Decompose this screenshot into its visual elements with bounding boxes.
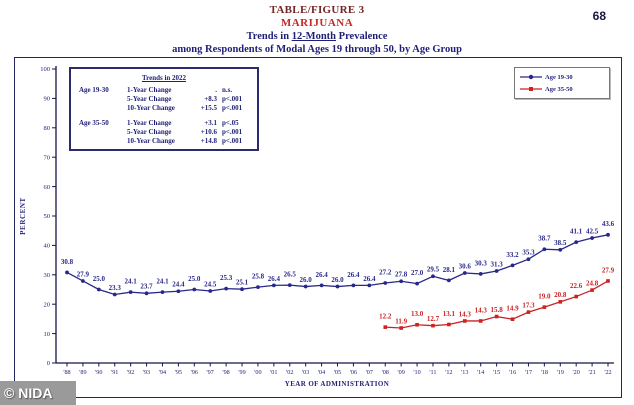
data-point — [590, 236, 594, 240]
y-axis-tick-label: 30 — [43, 272, 50, 279]
legend-entry — [520, 71, 604, 83]
stats-cell-chg: 1-Year Change — [127, 86, 172, 94]
data-point — [352, 283, 356, 287]
data-point-label: 26.4 — [363, 274, 376, 283]
data-point-label: 14.3 — [458, 310, 471, 319]
stats-cell-grp — [79, 128, 127, 137]
data-point — [527, 257, 531, 261]
stats-cell-sig: n.s. — [222, 86, 233, 94]
y-axis-tick-label: 70 — [43, 154, 50, 162]
data-point-label: 17.3 — [522, 301, 535, 310]
stats-row — [71, 128, 257, 137]
subtitle-underlined: 12-Month — [291, 31, 337, 42]
y-axis-title: PERCENT — [19, 197, 27, 235]
data-point-label: 27.2 — [379, 268, 392, 277]
data-point-label: 25.0 — [188, 274, 201, 283]
stats-cell-val: +14.8 — [200, 137, 217, 145]
data-point-label: 25.3 — [219, 274, 233, 283]
data-point-label: 25.0 — [92, 274, 105, 283]
x-axis-tick-label: '16 — [508, 369, 517, 376]
data-point — [272, 283, 276, 287]
data-point-label: 24.4 — [172, 280, 185, 289]
x-axis-tick-label: '99 — [238, 369, 246, 376]
data-point-label: 23.3 — [108, 283, 121, 292]
chart-figure — [14, 57, 622, 398]
stats-cell-grp — [79, 137, 127, 146]
stats-cell-chg: 1-Year Change — [127, 119, 172, 127]
x-axis-tick-label: '98 — [222, 369, 230, 376]
data-point — [288, 283, 292, 287]
data-point-label: 30.3 — [474, 259, 487, 268]
x-axis-title: YEAR OF ADMINISTRATION — [284, 380, 390, 388]
figure-title: TABLE/FIGURE 3 — [269, 4, 365, 16]
x-axis-tick-label: '17 — [524, 369, 533, 376]
data-point — [145, 291, 149, 295]
data-point — [431, 324, 435, 328]
stats-cell-chg: 10-Year Change — [127, 137, 175, 145]
x-axis-tick-label: '22 — [604, 369, 612, 376]
y-axis-tick-label: 10 — [43, 330, 50, 338]
stats-row — [71, 86, 257, 95]
data-point-label: 26.5 — [283, 270, 296, 279]
figure-subtitle — [0, 30, 634, 43]
data-point-label: 31.3 — [490, 260, 503, 269]
y-axis-tick-label: 90 — [43, 95, 50, 103]
data-point-label: 20.8 — [554, 291, 567, 300]
data-point — [558, 300, 562, 304]
stats-cell-grp: Age 35-50 — [79, 119, 109, 127]
x-axis-tick-label: '06 — [349, 369, 358, 376]
data-point — [511, 263, 515, 267]
stats-group — [71, 119, 257, 146]
x-axis-tick-label: '95 — [174, 369, 183, 376]
x-axis-tick-label: '10 — [413, 369, 421, 376]
data-point — [558, 248, 562, 252]
stats-cell-chg: 5-Year Change — [127, 95, 172, 103]
x-axis-tick-label: '18 — [540, 369, 549, 376]
data-point — [447, 323, 451, 327]
data-point — [240, 287, 244, 291]
x-axis-tick-label: '12 — [445, 369, 453, 376]
x-axis-tick-label: '02 — [286, 369, 294, 376]
data-point-label: 26.4 — [315, 270, 328, 279]
data-point — [527, 310, 531, 314]
stats-cell-grp: Age 19-30 — [79, 86, 109, 94]
data-point — [606, 279, 610, 283]
data-point — [574, 295, 578, 299]
stats-cell-sig: p<.001 — [222, 104, 243, 112]
stats-legend-rows — [71, 86, 257, 146]
data-point — [224, 287, 228, 291]
data-point-label: 24.1 — [124, 277, 137, 286]
stats-row — [71, 104, 257, 113]
legend-entry-label: Age 19-30 — [545, 73, 573, 81]
stats-row — [71, 95, 257, 104]
x-axis-tick-label: '93 — [142, 369, 151, 376]
data-point — [463, 319, 467, 323]
data-point-label: 25.8 — [251, 272, 265, 281]
x-axis-tick-label: '90 — [95, 369, 103, 376]
data-point-label: 24.5 — [204, 280, 217, 289]
data-point — [495, 269, 499, 273]
legend-entry — [520, 83, 604, 95]
y-axis-tick-label: 0 — [46, 360, 50, 368]
stats-legend-box — [69, 67, 259, 151]
figure-drug-name: MARIJUANA — [280, 17, 354, 29]
data-point — [415, 323, 419, 327]
data-point-label: 26.4 — [347, 270, 360, 279]
data-point — [383, 281, 387, 285]
data-point — [336, 285, 340, 289]
x-axis-tick-label: '11 — [429, 369, 437, 376]
data-point — [65, 271, 69, 275]
data-point — [590, 288, 594, 292]
stats-cell-val: +15.5 — [200, 104, 217, 112]
data-point-label: 27.0 — [410, 269, 424, 278]
x-axis-tick-label: '15 — [492, 369, 501, 376]
data-point-label: 13.1 — [442, 309, 456, 318]
data-point-label: 22.6 — [570, 281, 583, 290]
data-point-label: 42.5 — [585, 227, 599, 236]
data-point — [208, 289, 212, 293]
figure-subtitle-2: among Respondents of Modal Ages 19 through 50, by Age Group — [172, 44, 462, 55]
data-point — [606, 233, 610, 237]
stats-cell-val: +10.6 — [200, 128, 217, 136]
x-axis-tick-label: '14 — [477, 369, 485, 376]
data-point-label: 43.6 — [601, 220, 615, 229]
data-point-label: 19.0 — [538, 292, 551, 301]
data-point-label: 35.3 — [522, 248, 535, 257]
data-point-label: 30.6 — [458, 262, 471, 271]
data-point-label: 38.5 — [554, 239, 567, 248]
nida-logo: © NIDA — [0, 381, 76, 405]
data-point — [399, 279, 403, 283]
figure-header — [0, 4, 634, 56]
x-axis-tick-label: '07 — [365, 369, 373, 376]
data-point-label: 28.1 — [442, 265, 456, 274]
stats-cell-val: +3.1 — [204, 119, 217, 127]
data-point — [161, 290, 165, 294]
stats-cell-chg: 5-Year Change — [127, 128, 172, 136]
data-point — [367, 283, 371, 287]
stats-cell-grp — [79, 104, 127, 113]
data-point — [415, 282, 419, 286]
data-point — [463, 271, 467, 275]
data-point-label: 26.0 — [299, 275, 312, 284]
stats-row — [71, 119, 257, 128]
data-point-label: 12.2 — [379, 312, 392, 321]
stats-cell-val: . — [215, 86, 217, 94]
y-axis-tick-label: 80 — [43, 125, 50, 132]
stats-legend-title: Trends in 2022 — [141, 74, 187, 82]
subtitle-prefix: Trends in — [246, 31, 292, 42]
data-point — [383, 325, 387, 329]
subtitle-suffix: Prevalence — [336, 31, 388, 42]
x-axis-tick-label: '20 — [572, 369, 580, 376]
stats-cell-sig: p<.05 — [222, 119, 239, 127]
page-number: 68 — [592, 9, 606, 23]
data-point-label: 14.3 — [474, 306, 487, 315]
data-point — [176, 289, 180, 293]
data-point — [495, 315, 499, 319]
data-point — [320, 283, 324, 287]
legend-entry-label: Age 35-50 — [545, 85, 573, 93]
data-point-label: 33.2 — [506, 250, 519, 259]
data-point — [399, 326, 403, 330]
x-axis-tick-label: '04 — [317, 369, 326, 376]
data-point-label: 27.9 — [76, 270, 90, 279]
data-point — [81, 279, 85, 283]
x-axis-tick-label: '92 — [126, 369, 135, 376]
y-axis-tick-label: 50 — [43, 213, 50, 221]
x-axis-tick-label: '00 — [254, 369, 262, 376]
x-axis-tick-label: '09 — [397, 369, 405, 376]
data-point-label: 27.8 — [395, 270, 408, 279]
x-axis-tick-label: '05 — [333, 369, 342, 376]
data-point — [431, 274, 435, 278]
data-point — [511, 317, 515, 321]
x-axis-tick-label: '94 — [158, 369, 167, 376]
x-axis-tick-label: '97 — [206, 369, 214, 376]
data-point-label: 23.7 — [140, 282, 153, 291]
y-axis-tick-label: 100 — [40, 66, 50, 74]
y-axis-tick-label: 40 — [43, 242, 50, 250]
stats-group — [71, 86, 257, 113]
data-point-label: 30.8 — [60, 257, 74, 266]
data-point-label: 24.1 — [156, 277, 169, 286]
data-point-label: 41.1 — [570, 227, 583, 236]
data-point — [447, 278, 451, 282]
data-point — [192, 288, 196, 292]
data-point — [129, 290, 133, 294]
data-point-label: 26.4 — [267, 274, 280, 283]
data-point — [479, 319, 483, 323]
stats-cell-grp — [79, 95, 127, 104]
data-point — [479, 272, 483, 276]
data-point-label: 12.7 — [426, 315, 440, 324]
x-axis-tick-label: '89 — [79, 369, 87, 376]
y-axis-tick-label: 20 — [43, 301, 50, 309]
x-axis-tick-label: '13 — [461, 369, 469, 376]
data-point-label: 15.8 — [490, 305, 503, 314]
x-axis-tick-label: '08 — [381, 369, 389, 376]
data-point-label: 29.5 — [426, 265, 440, 274]
stats-cell-sig: p<.001 — [222, 128, 243, 136]
stats-cell-val: +8.3 — [204, 95, 217, 103]
stats-cell-chg: 10-Year Change — [127, 104, 175, 112]
data-point-label: 13.0 — [410, 310, 424, 319]
data-point-label: 27.9 — [601, 266, 615, 275]
data-point-label: 26.0 — [331, 275, 344, 284]
x-axis-tick-label: '88 — [63, 369, 71, 376]
stats-cell-sig: p<.001 — [222, 137, 243, 145]
data-point-label: 24.8 — [585, 279, 599, 288]
data-point — [97, 288, 101, 292]
data-point-label: 14.9 — [506, 304, 519, 313]
x-axis-tick-label: '19 — [556, 369, 564, 376]
x-axis-tick-label: '96 — [190, 369, 198, 376]
data-point — [113, 293, 117, 297]
data-point-label: 38.7 — [538, 234, 551, 243]
y-axis-tick-label: 60 — [43, 183, 50, 191]
series-legend — [514, 67, 610, 99]
x-axis-tick-label: '21 — [588, 369, 596, 376]
x-axis-tick-label: '03 — [302, 369, 310, 376]
stats-row — [71, 137, 257, 146]
data-point-label: 25.1 — [235, 278, 249, 287]
legend-line-square-icon — [520, 85, 542, 93]
data-point — [542, 247, 546, 251]
stats-cell-sig: p<.001 — [222, 95, 243, 103]
data-point-label: 11.9 — [395, 317, 408, 326]
legend-line-circle-icon — [520, 73, 542, 81]
data-point — [256, 285, 260, 289]
data-point — [543, 305, 547, 309]
data-point — [574, 240, 578, 244]
data-point — [304, 285, 308, 289]
x-axis-tick-label: '01 — [270, 369, 278, 376]
x-axis-tick-label: '91 — [111, 369, 119, 376]
